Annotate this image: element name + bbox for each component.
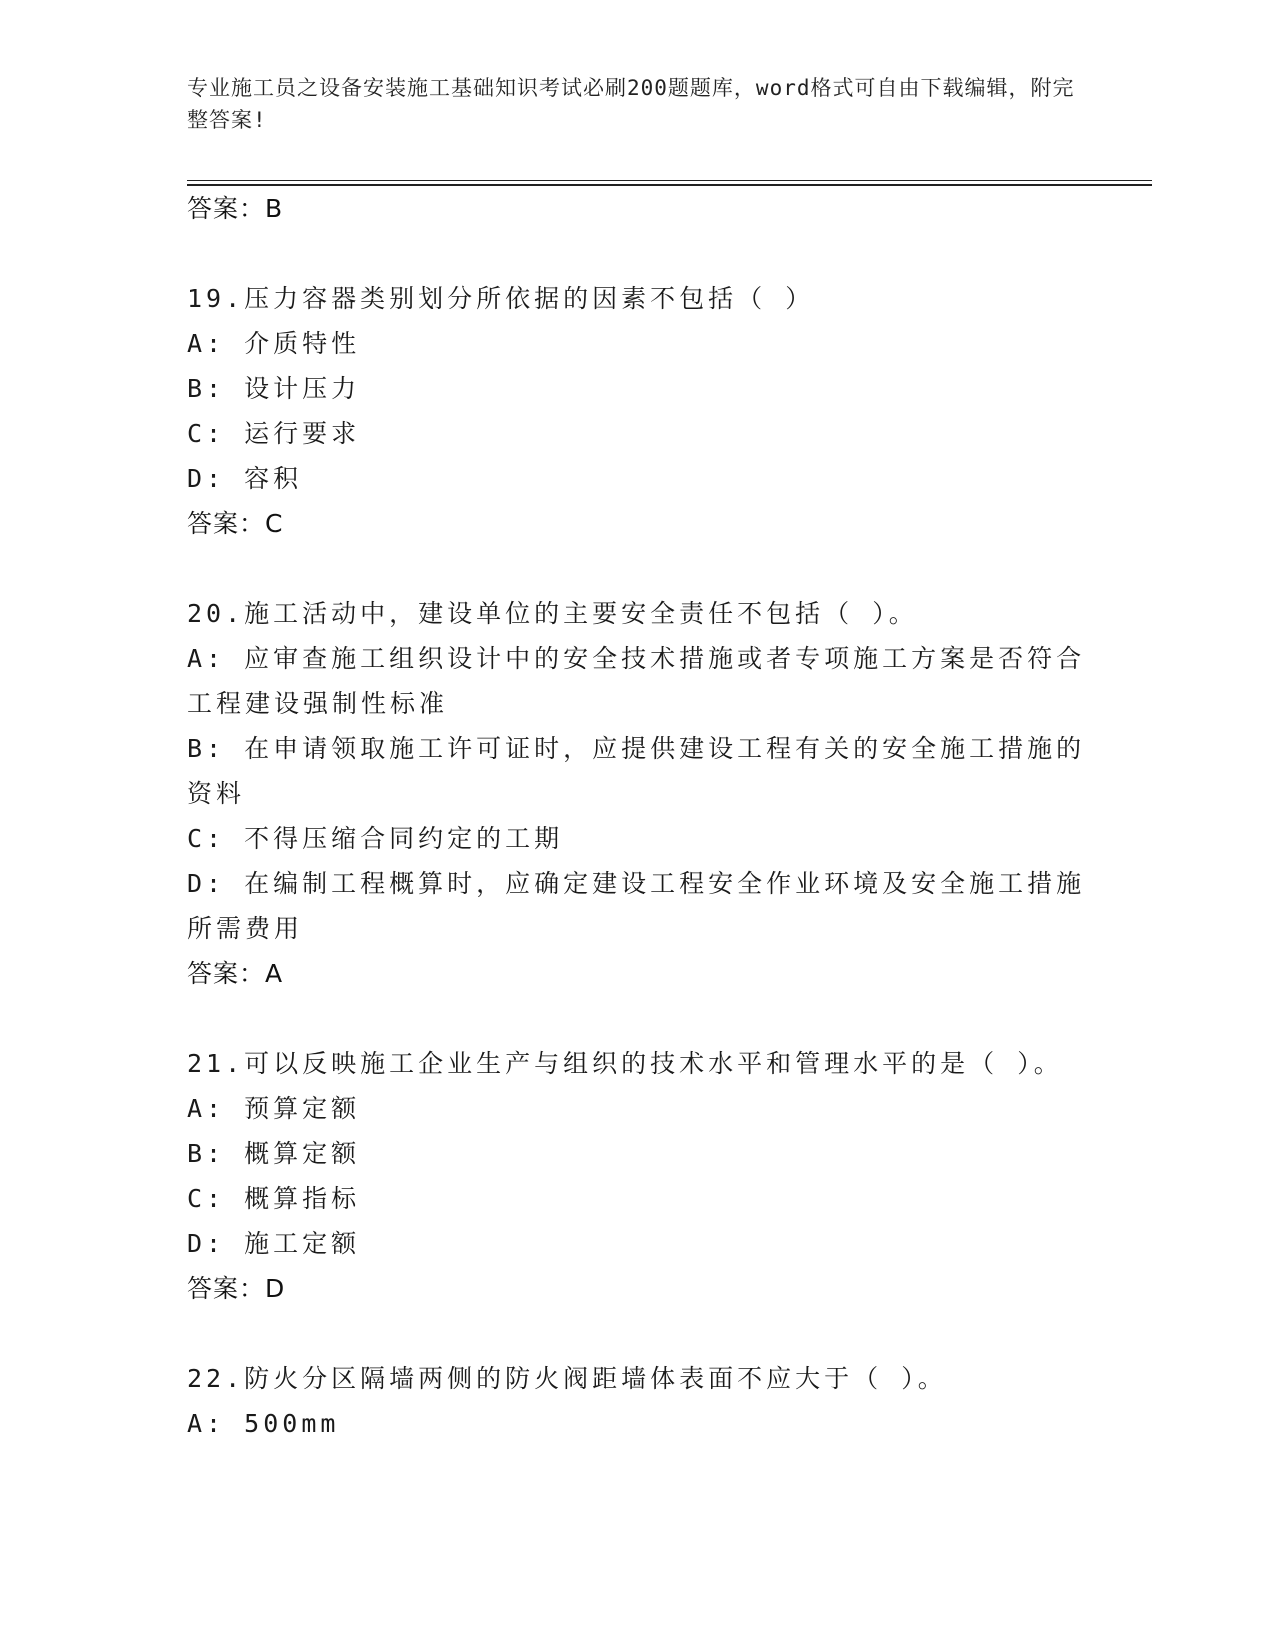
- answer-line: [187, 951, 1087, 997]
- option-text: 施工定额: [244, 1229, 361, 1258]
- option-key: A:: [187, 1409, 226, 1438]
- question-stem: 21.可以反映施工企业生产与组织的技术水平和管理水平的是（ ）。: [187, 1049, 1063, 1078]
- header-rule-thin: [187, 180, 1152, 181]
- option-key: C:: [187, 1184, 226, 1213]
- option-key: D:: [187, 869, 226, 898]
- answer-label: 答案：: [187, 959, 266, 988]
- option-key: D:: [187, 464, 226, 493]
- answer-value: C: [265, 509, 284, 538]
- option-text: 概算指标: [244, 1184, 361, 1213]
- option-key: A:: [187, 329, 226, 358]
- option-item: [187, 816, 1087, 861]
- answer-value: A: [265, 959, 284, 988]
- question-stem: 20.施工活动中，建设单位的主要安全责任不包括（ ）。: [187, 599, 918, 628]
- option-key: A:: [187, 644, 226, 673]
- question-block: [187, 1356, 1087, 1446]
- answer-label: 答案：: [187, 1274, 266, 1303]
- option-text: 容积: [244, 464, 303, 493]
- document-header: 专业施工员之设备安装施工基础知识考试必刷200题题库，word格式可自由下载编辑，附完整答案!: [187, 76, 1075, 132]
- option-item: [187, 1131, 1087, 1176]
- option-item: [187, 1221, 1087, 1266]
- question-block: [187, 591, 1087, 997]
- answer-line: [187, 501, 1087, 547]
- question-block: [187, 1041, 1087, 1312]
- answer-label: 答案：: [187, 194, 266, 223]
- option-item: [187, 636, 1087, 726]
- option-key: C:: [187, 419, 226, 448]
- answer-value: D: [265, 1274, 286, 1303]
- answer-value: B: [265, 194, 284, 223]
- option-key: A:: [187, 1094, 226, 1123]
- question-stem: 22.防火分区隔墙两侧的防火阀距墙体表面不应大于（ ）。: [187, 1364, 947, 1393]
- option-item: [187, 321, 1087, 366]
- question-list: [187, 186, 1087, 1446]
- option-key: C:: [187, 824, 226, 853]
- option-text: 运行要求: [244, 419, 361, 448]
- answer-line: [187, 186, 1087, 232]
- option-key: B:: [187, 734, 226, 763]
- answer-line: [187, 1266, 1087, 1312]
- option-text: 概算定额: [244, 1139, 361, 1168]
- question-stem: 19.压力容器类别划分所依据的因素不包括（ ）: [187, 284, 815, 313]
- option-item: [187, 411, 1087, 456]
- option-key: D:: [187, 1229, 226, 1258]
- option-text: 应审查施工组织设计中的安全技术措施或者专项施工方案是否符合工程建设强制性标准: [187, 644, 1086, 718]
- option-text: 设计压力: [244, 374, 361, 403]
- option-item: [187, 1401, 1087, 1446]
- option-text: 介质特性: [244, 329, 361, 358]
- option-text: 在编制工程概算时，应确定建设工程安全作业环境及安全施工措施所需费用: [187, 869, 1086, 943]
- option-item: [187, 726, 1087, 816]
- option-text: 预算定额: [244, 1094, 361, 1123]
- question-block: [187, 276, 1087, 547]
- option-key: B:: [187, 1139, 226, 1168]
- option-item: [187, 1176, 1087, 1221]
- option-text: 500mm: [244, 1409, 340, 1438]
- option-text: 不得压缩合同约定的工期: [244, 824, 564, 853]
- option-item: [187, 456, 1087, 501]
- answer-label: 答案：: [187, 509, 266, 538]
- option-item: [187, 1086, 1087, 1131]
- option-item: [187, 861, 1087, 951]
- option-item: [187, 366, 1087, 411]
- option-text: 在申请领取施工许可证时，应提供建设工程有关的安全施工措施的资料: [187, 734, 1086, 808]
- option-key: B:: [187, 374, 226, 403]
